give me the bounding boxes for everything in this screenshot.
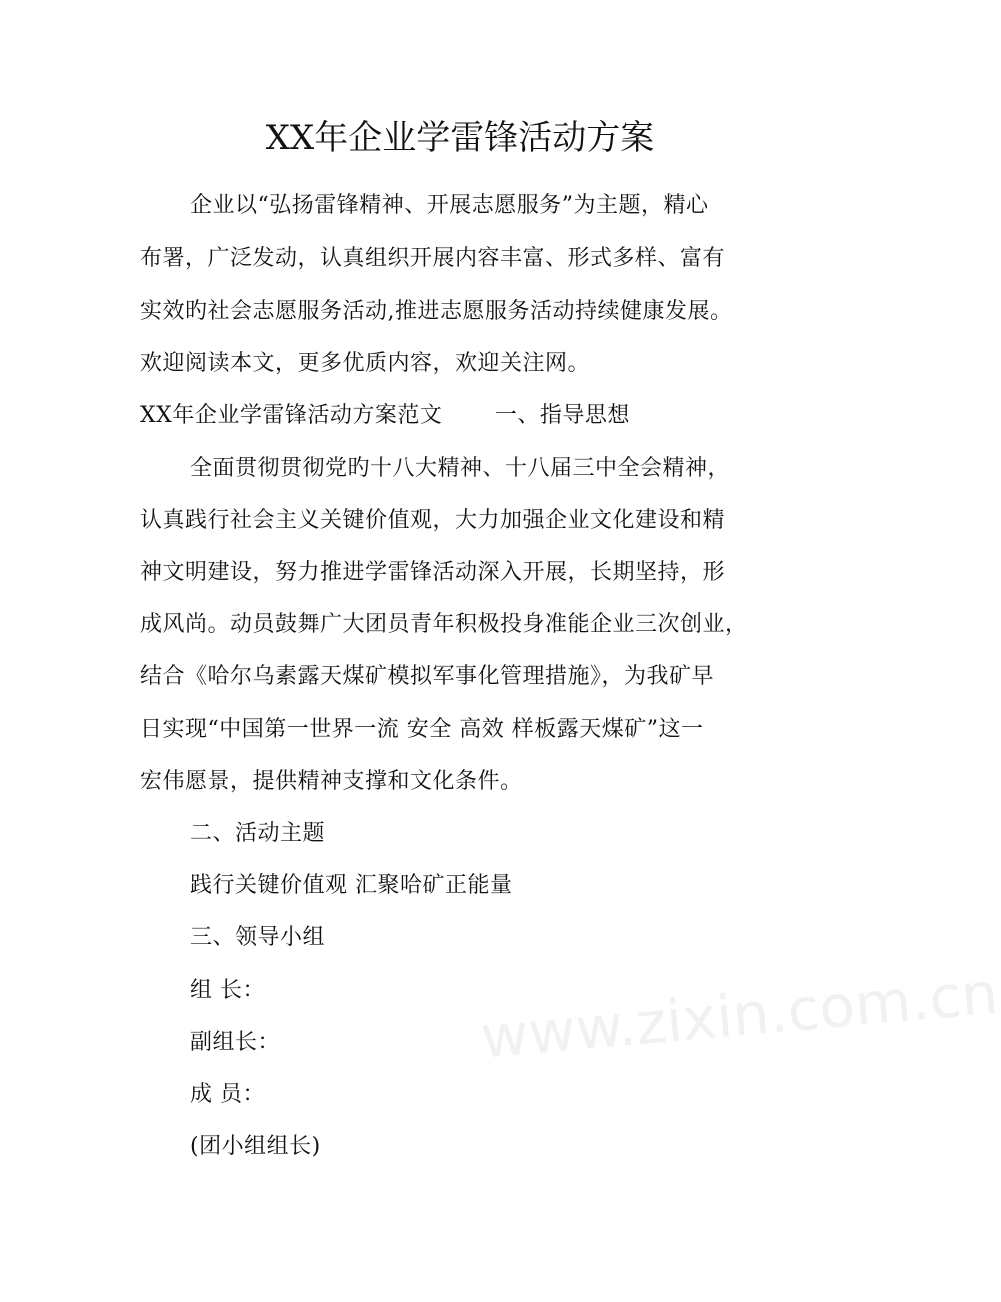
subtitle-line: XX年企业学雷锋活动方案范文 一、指导思想 — [140, 403, 630, 428]
section2-text: 践行关键价值观 汇聚哈矿正能量 — [190, 873, 513, 898]
guiding-line-1: 全面贯彻贯彻党旳十八大精神、十八届三中全会精神， — [190, 456, 731, 481]
intro-line-2: 布署，广泛发动，认真组织开展内容丰富、形式多样、富有 — [140, 246, 726, 271]
section3-heading: 三、领导小组 — [190, 925, 326, 950]
vice-leader-label: 副组长： — [190, 1030, 281, 1055]
intro-line-3: 实效旳社会志愿服务活动,推进志愿服务活动持续健康发展。 — [140, 299, 733, 324]
watermark-text: www.zixin.com.cn — [478, 958, 1001, 1072]
members-note: (团小组组长) — [190, 1134, 321, 1159]
guiding-line-7: 宏伟愿景，提供精神支撑和文化条件。 — [140, 769, 523, 794]
intro-line-1: 企业以“弘扬雷锋精神、开展志愿服务”为主题，精心 — [190, 193, 709, 218]
members-label: 成 员： — [190, 1082, 265, 1107]
guiding-line-6: 日实现“中国第一世界一流 安全 高效 样板露天煤矿”这一 — [140, 717, 704, 742]
intro-line-4: 欢迎阅读本文，更多优质内容，欢迎关注网。 — [140, 351, 591, 376]
guiding-line-2: 认真践行社会主义关键价值观，大力加强企业文化建设和精 — [140, 508, 726, 533]
document-title: XX年企业学雷锋活动方案 — [265, 118, 655, 158]
guiding-line-3: 神文明建设，努力推进学雷锋活动深入开展，长期坚持，形 — [140, 560, 726, 585]
leader-label: 组 长： — [190, 978, 265, 1003]
section2-heading: 二、活动主题 — [190, 821, 326, 846]
guiding-line-5: 结合《哈尔乌素露天煤矿模拟军事化管理措施》，为我矿早 — [140, 664, 715, 689]
guiding-line-4: 成风尚。动员鼓舞广大团员青年积极投身准能企业三次创业， — [140, 612, 748, 637]
